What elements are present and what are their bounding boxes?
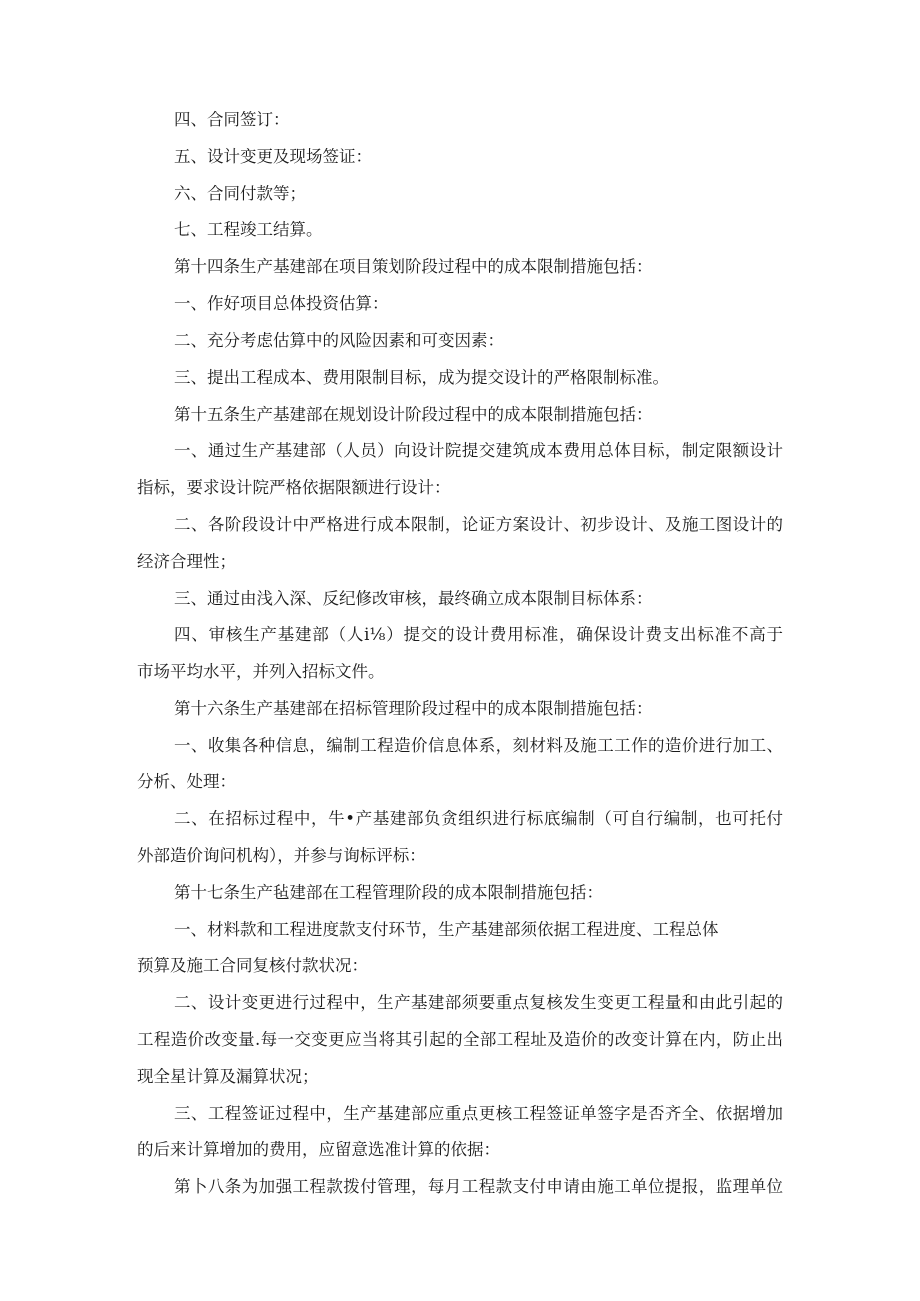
article-heading: 第卜八条为加强工程款拨付管理，每月工程款支付申请由施工单位提报，监理单位 — [174, 1177, 783, 1196]
article-heading: 第十六条生产基建部在招标管理阶段过程中的成本限制措施包括： — [174, 699, 653, 718]
clause-item: 一、收集各种信息，编制工程造价信息体系，刻材料及施工工作的造价进行加工、 — [174, 736, 783, 755]
clause-item: 二、设计变更进行过程中，生产基建部须要重点复核发生变更工程量和由此引起的 — [174, 993, 783, 1012]
clause-continuation: 外部造价询问机构），并参与询标评标： — [137, 846, 426, 865]
clause-continuation: 工程造价改变量.每一交变更应当将其引起的全部工程址及造价的改变计算在内，防止出 — [137, 1030, 783, 1049]
clause-item: 二、在招标过程中，牛•产基建部负贪组织进行标底编制（可自行编制，也可托付 — [174, 809, 783, 828]
clause-continuation: 分析、处理： — [137, 772, 236, 791]
clause-continuation: 预算及施工合同复核付款状况： — [137, 956, 368, 975]
clause-item: 二、充分考虑估算中的风险因素和可变因素： — [174, 331, 504, 350]
clause-continuation: 现全星计算及漏算状况； — [137, 1067, 319, 1086]
clause-item: 二、各阶段设计中严格进行成本限制，论证方案设计、初步设计、及施工图设计的 — [174, 515, 783, 534]
clause-item: 五、设计变更及现场签证： — [174, 147, 372, 166]
clause-item: 四、合同签订： — [174, 110, 290, 129]
clause-continuation: 市场平均水平，并列入招标文件。 — [137, 662, 385, 681]
clause-item: 四、审核生产基建部（人i⅛）提交的设计费用标准，确保设计费支出标准不高于 — [174, 625, 783, 644]
article-heading: 第十七条生产毡建部在工程管理阶段的成本限制措施包括： — [174, 883, 603, 902]
article-heading: 第十四条生产基建部在项目策划阶段过程中的成本限制措施包括： — [174, 257, 653, 276]
clause-item: 三、工程签证过程中，生产基建部应重点更核工程签证单签字是否齐全、依据增加 — [174, 1104, 783, 1123]
clause-continuation: 经济合理性； — [137, 552, 236, 571]
clause-item: 三、通过由浅入深、反纪修改审核，最终确立成本限制目标体系： — [174, 589, 653, 608]
clause-item: 一、材料款和工程进度款支付环节，生产基建部须依据工程进度、工程总体 — [174, 920, 719, 939]
clause-item: 七、工程竣工结算。 — [174, 220, 323, 239]
clause-continuation: 指标，要求设计院严格依据限额进行设计： — [137, 478, 451, 497]
clause-item: 三、提出工程成本、费用限制目标，成为提交设计的严格限制标准。 — [174, 368, 669, 387]
clause-item: 一、作好项目总体投资估算： — [174, 294, 389, 313]
clause-item: 一、通过生产基建部（人员）向设计院提交建筑成本费用总体目标，制定限额设计 — [174, 441, 783, 460]
clause-item: 六、合同付款等； — [174, 184, 306, 203]
article-heading: 第十五条生产基建部在规划设计阶段过程中的成本限制措施包括： — [174, 405, 653, 424]
clause-continuation: 的后来计算增加的费用，应留意选准计算的依据： — [137, 1140, 500, 1159]
